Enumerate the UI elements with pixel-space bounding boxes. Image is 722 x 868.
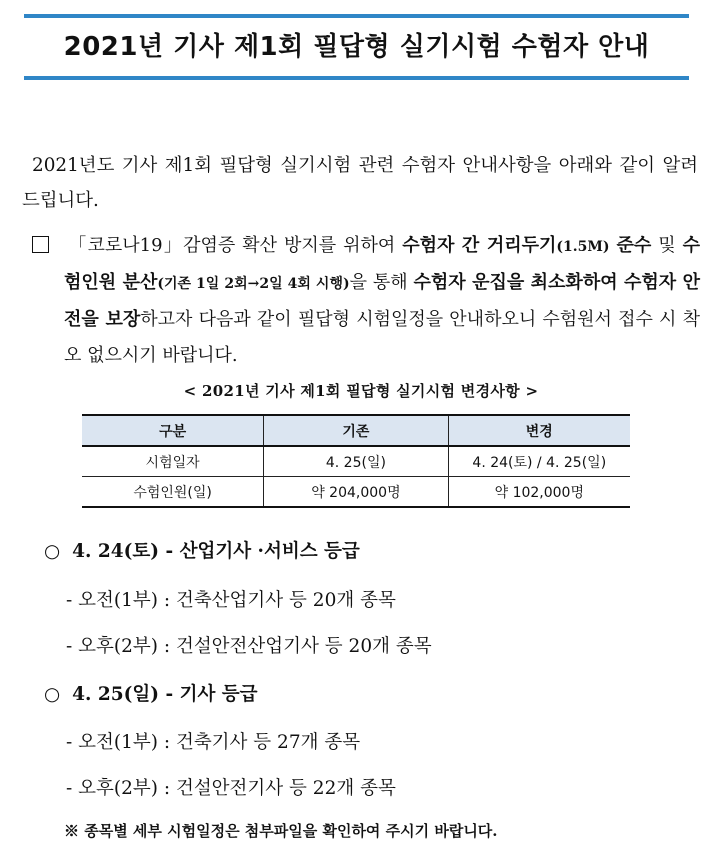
checkbox-square-icon xyxy=(32,236,49,253)
table-cell: 시험일자 xyxy=(82,446,264,477)
circle-bullet-icon: ○ xyxy=(44,684,61,705)
table-row xyxy=(82,446,630,477)
changes-table xyxy=(82,414,630,508)
column-header: 구분 xyxy=(82,415,264,446)
notice-paragraph: 「코로나19」감염증 확산 방지를 위하여 수험자 간 거리두기(1.5M) 준수 및 수험인원 분산(기존 1일 2회→2일 4회 시행)을 통해 수험자 운집을 최소화하여 수험자 안전을 보장하고자 다음과 같이 필답형 시험일정을 안내하오니 수험원서 접수 시 착오 없으시기 바랍니다. xyxy=(32,228,700,374)
schedule-item: - 오후(2부) : 건설안전기사 등 22개 종목 xyxy=(66,778,396,799)
intro-paragraph: 2021년도 기사 제1회 필답형 실기시험 관련 수험자 안내사항을 아래와 같이 알려드립니다. xyxy=(22,155,698,211)
table-cell: 약 102,000명 xyxy=(448,477,630,508)
column-header: 기존 xyxy=(264,415,448,446)
schedule-item: - 오후(2부) : 건설안전산업기사 등 20개 종목 xyxy=(66,636,432,657)
table-cell: 4. 24(토) / 4. 25(일) xyxy=(448,446,630,477)
table-cell: 4. 25(일) xyxy=(264,446,448,477)
footnote: ※ 종목별 세부 시험일정은 첨부파일을 확인하여 주시기 바랍니다. xyxy=(64,822,498,840)
table-header-row xyxy=(82,415,630,446)
page-title: 2021년 기사 제1회 필답형 실기시험 수험자 안내 xyxy=(63,32,650,62)
schedule-item: - 오전(1부) : 건축산업기사 등 20개 종목 xyxy=(66,590,396,611)
circle-bullet-icon: ○ xyxy=(44,541,61,562)
schedule-item: - 오전(1부) : 건축기사 등 27개 종목 xyxy=(66,732,361,753)
table-cell: 수험인원(일) xyxy=(82,477,264,508)
table-caption: < 2021년 기사 제1회 필답형 실기시험 변경사항 > xyxy=(183,382,539,400)
title-bottom-rule xyxy=(24,76,689,80)
column-header: 변경 xyxy=(448,415,630,446)
schedule-heading: ○ 4. 24(토) - 산업기사 ·서비스 등급 xyxy=(44,541,360,562)
table-row xyxy=(82,477,630,508)
table-cell: 약 204,000명 xyxy=(264,477,448,508)
schedule-heading: ○ 4. 25(일) - 기사 등급 xyxy=(44,684,258,705)
title-top-rule xyxy=(24,14,689,18)
